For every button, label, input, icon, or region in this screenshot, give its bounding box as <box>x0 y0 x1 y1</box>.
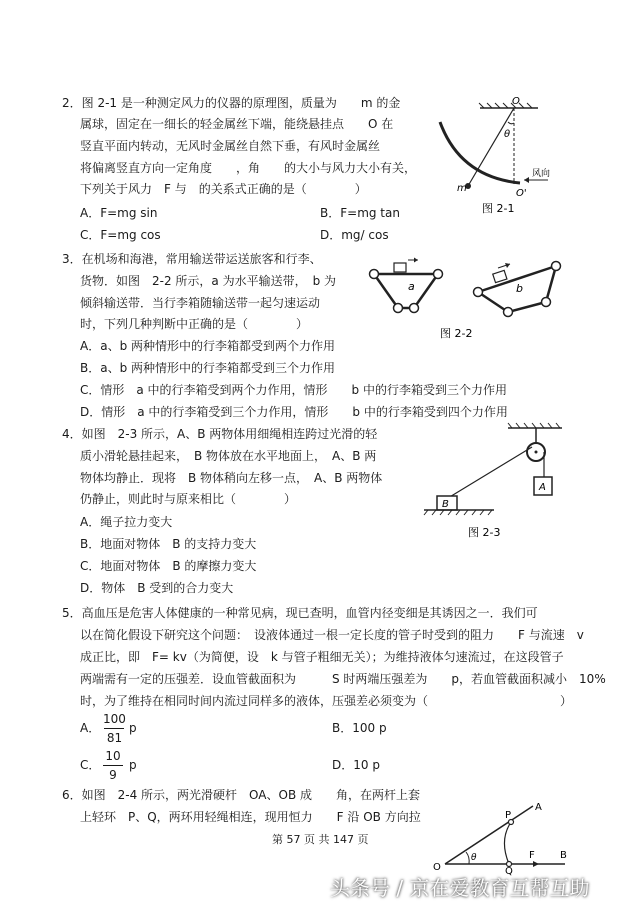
q3-option-b: B．a、b 两种情形中的行李箱都受到三个力作用 <box>80 361 336 375</box>
q2-option-c: C．F=mg cos <box>80 228 161 242</box>
figure-2-1 <box>420 92 560 222</box>
figure-2-3 <box>420 420 570 545</box>
q3-line-3: 倾斜输送带．当行李箱随输送带一起匀速运动 <box>80 296 321 310</box>
fig23-caption: 图 2-3 <box>468 526 501 539</box>
fig22-caption: 图 2-2 <box>440 327 473 340</box>
fig21-label-theta: θ <box>504 129 511 140</box>
q5-option-b: B．100 p <box>332 721 387 735</box>
q5-line-4: 两端需有一定的压强差．设血管截面积为 S 时两端压强差为 p，若血管截面积减小 10% <box>80 672 606 686</box>
fig24-label-theta: θ <box>471 853 477 863</box>
q3-option-c: C．情形 a 中的行李箱受到两个力作用，情形 b 中的行李箱受到三个力作用 <box>80 383 507 397</box>
q5-option-c-fraction <box>103 749 123 782</box>
fig23-label-a: A <box>539 482 546 493</box>
q3-line-1: 3．在机场和海港，常用输送带运送旅客和行李、 <box>62 252 322 266</box>
q4-line-4: 仍静止，则此时与原来相比（ ） <box>80 492 297 506</box>
fig21-label-m: m <box>457 183 467 194</box>
q5-option-c-numerator: 10 <box>105 749 121 763</box>
fig24-label-o: O <box>433 862 441 873</box>
q5-option-c-suffix: p <box>129 758 137 772</box>
figure-2-4 <box>425 798 575 876</box>
q3-line-4: 时，下列几种判断中正确的是（ ） <box>80 317 309 331</box>
q2-line-5: 下列关于风力 F 与 的关系式正确的是（ ） <box>80 182 367 196</box>
q5-option-a-suffix: p <box>129 721 137 735</box>
q5-line-5: 时，为了维持在相同时间内流过同样多的液体，压强差必须变为（ ） <box>80 694 573 708</box>
q4-option-a: A．绳子拉力变大 <box>80 515 173 529</box>
q2-line-1: 2．图 2-1 是一种测定风力的仪器的原理图，质量为 m 的金 <box>62 96 401 110</box>
fig21-caption: 图 2-1 <box>482 202 515 215</box>
fig24-label-p: P <box>505 810 512 821</box>
q2-line-3: 竖直平面内转动，无风时金属丝自然下垂，有风时金属丝 <box>80 139 381 153</box>
q5-line-3: 成正比，即 F= kv（为简便，设 k 与管子粗细无关）；为维持液体匀速流过，在这段管子 <box>80 650 564 664</box>
q2-option-d: D．mg/ cos <box>320 228 389 242</box>
q5-line-1: 5．高血压是危害人体健康的一种常见病，现已查明，血管内径变细是其诱因之一．我们可 <box>62 606 538 620</box>
q5-option-d: D．10 p <box>332 758 380 772</box>
fig23-label-b: B <box>442 499 449 510</box>
fig24-label-b: B <box>560 850 567 861</box>
figure-2-2 <box>360 252 570 347</box>
q3-option-a: A．a、b 两种情形中的行李箱都受到两个力作用 <box>80 339 335 353</box>
fig21-label-wind: 风向 <box>532 169 551 179</box>
q5-option-a-numerator: 100 <box>103 712 126 726</box>
q4-line-2: 质小滑轮悬挂起来， B 物体放在水平地面上， A、B 两 <box>80 449 377 463</box>
q4-option-b: B．地面对物体 B 的支持力变大 <box>80 537 257 551</box>
q5-option-c-prefix: C． <box>80 758 101 772</box>
q3-option-d: D．情形 a 中的行李箱受到三个力作用，情形 b 中的行李箱受到四个力作用 <box>80 405 508 419</box>
fig22-label-b: b <box>516 282 523 295</box>
q6-line-1: 6．如图 2-4 所示，两光滑硬杆 OA、OB 成 角，在两杆上套 <box>62 788 420 802</box>
fig22-label-a: a <box>408 280 415 293</box>
watermark: 头条号 / 京在爱教育互帮互助 <box>330 876 590 900</box>
q6-line-2: 上轻环 P、Q，两环用轻绳相连，现用恒力 F 沿 OB 方向拉 <box>80 810 421 824</box>
q5-option-a-denominator: 81 <box>106 731 123 745</box>
q3-line-2: 货物．如图 2-2 所示，a 为水平输送带， b 为 <box>80 274 337 288</box>
fig24-label-f: F <box>529 850 535 861</box>
q5-line-2: 以在简化假设下研究这个问题： 设液体通过一根一定长度的管子时受到的阻力 F 与流速 v <box>80 628 584 642</box>
q5-option-c-denominator: 9 <box>109 768 117 782</box>
fig21-label-o: O <box>512 96 520 107</box>
fig21-label-o-prime: O' <box>516 188 527 199</box>
q4-option-d: D．物体 B 受到的合力变大 <box>80 581 234 595</box>
q2-line-4: 将偏离竖直方向一定角度 ，角 的大小与风力大小有关， <box>80 161 417 175</box>
fig24-label-a: A <box>535 802 542 813</box>
q2-line-2: 属球，固定在一细长的轻金属丝下端，能绕悬挂点 O 在 <box>80 117 394 131</box>
page-footer: 第 57 页 共 147 页 <box>272 833 369 846</box>
q2-option-a: A．F=mg sin <box>80 206 158 220</box>
q2-option-b: B．F=mg tan <box>320 206 400 220</box>
q4-option-c: C．地面对物体 B 的摩擦力变大 <box>80 559 257 573</box>
q5-option-a-fraction <box>103 712 126 745</box>
q5-option-a-prefix: A． <box>80 721 101 735</box>
fig24-label-q: Q <box>505 866 513 876</box>
q4-line-3: 物体均静止．现将 B 物体稍向左移一点， A、B 两物体 <box>80 471 383 485</box>
q4-line-1: 4．如图 2-3 所示，A、B 两物体用细绳相连跨过光滑的轻 <box>62 427 378 441</box>
